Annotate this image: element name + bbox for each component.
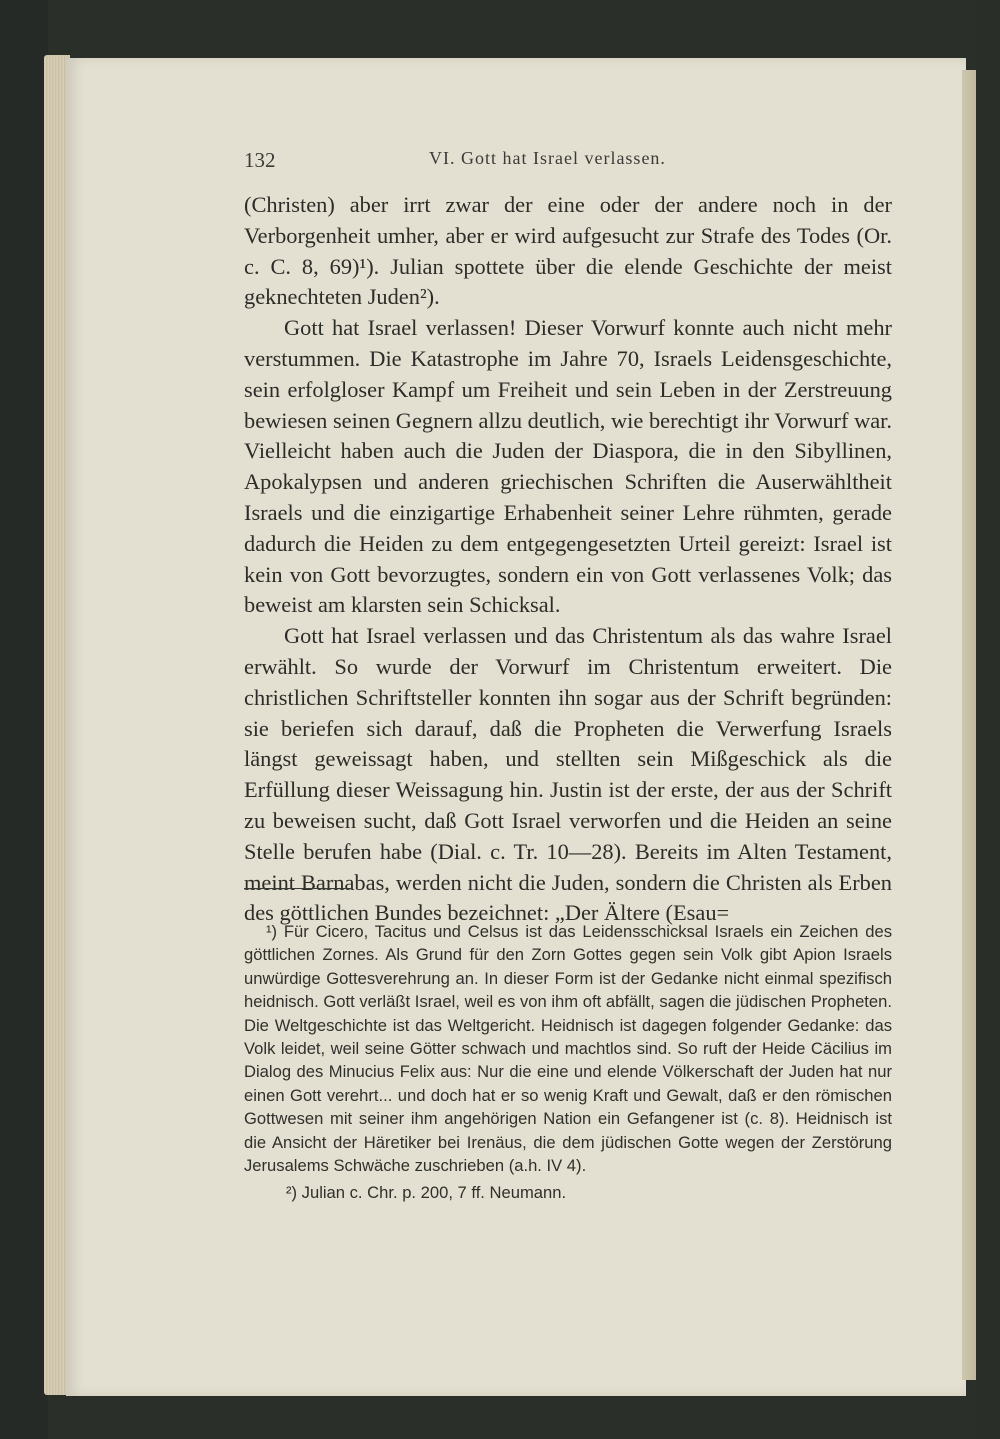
footnote: ²) Julian c. Chr. p. 200, 7 ff. Neumann. [286,1183,567,1203]
page-header [244,148,894,176]
paragraph: Gott hat Israel verlassen und das Christentum als das wahre Israel erwählt. So wurde der Vorwurf im Christentum erweitert. Die christlichen Schriftsteller konnten ihn sogar aus der Schrift begründen: sie beriefen sich darauf, daß die Propheten die Verwerfung Israels längst geweissagt haben, und stellten sein Mißgeschick als die Erfüllung dieser Weissagung hin. Justin ist der erste, der aus der Schrift zu beweisen sucht, daß Gott Israel verworfen und die Heiden an seine Stelle berufen habe (Dial. c. Tr. 10—28). Bereits im Alten Testament, meint Barnabas, werden nicht die Juden, sondern die Christen als Erben des göttlichen Bundes bezeichnet: „Der Ältere (Esau= [244,623,892,926]
running-title: VI. Gott hat Israel verlassen. [429,148,666,168]
paragraph: (Christen) aber irrt zwar der eine oder der andere noch in der Verborgenheit umher, aber er wird aufgesucht zur Strafe des Todes (Or. c. C. 8, 69)¹). Julian spottete über die elende Geschichte der meist geknechteten Juden²). [244,192,892,310]
footnote: ¹) Für Cicero, Tacitus und Celsus ist das Leidensschicksal Israels ein Zeichen des göttlichen Zornes. Als Grund für den Zorn Gottes gegen sein Volk gibt Apion Israels unwürdige Gottesverehrung an. In dieser Form ist der Gedanke nicht einmal spezifisch heidnisch. Gott verläßt Israel, weil es von ihm oft abfällt, sagen die jüdischen Propheten. Die Weltgeschichte ist das Weltgericht. Heidnisch ist dagegen folgender Gedanke: das Volk leidet, weil seine Götter schwach und machtlos sind. So ruft der Heide Cäcilius im Dialog des Minucius Felix aus: Nur die eine und elende Völkerschaft der Juden hat nur einen Gott verehrt... und doch hat er so wenig Kraft und Gewalt, daß er den römischen Gottwesen mit seiner ihm angehörigen Nation ein Gefangener ist (c. 8). Heidnisch ist die Ansicht der Häretiker bei Irenäus, die dem jüdischen Gotte wegen der Zerstörung Jerusalems Schwäche zuschrieben (a.h. IV 4). [244,922,892,1176]
footnotes [244,920,892,1205]
book-cover-right [976,0,1000,1439]
main-text [244,190,892,929]
page-number: 132 [244,148,276,172]
book-cover-left [0,0,48,1439]
footnote-separator [244,888,352,889]
paragraph: Gott hat Israel verlassen! Dieser Vorwurf konnte auch nicht mehr verstummen. Die Katastrophe im Jahre 70, Israels Leidensgeschichte, sein erfolgloser Kampf um Freiheit und sein Leben in der Zerstreuung bewiesen seinen Gegnern allzu deutlich, wie berechtigt ihr Vorwurf war. Vielleicht haben auch die Juden der Diaspora, die in den Sibyllinen, Apokalypsen und anderen griechischen Schriften die Auserwähltheit Israels und die einzigartige Erhabenheit seiner Lehre rühmten, gerade dadurch die Heiden zu dem entgegengesetzten Urteil gereizt: Israel ist kein von Gott bevorzugtes, sondern ein von Gott verlassenes Volk; das beweist am klarsten sein Schicksal. [244,315,892,618]
